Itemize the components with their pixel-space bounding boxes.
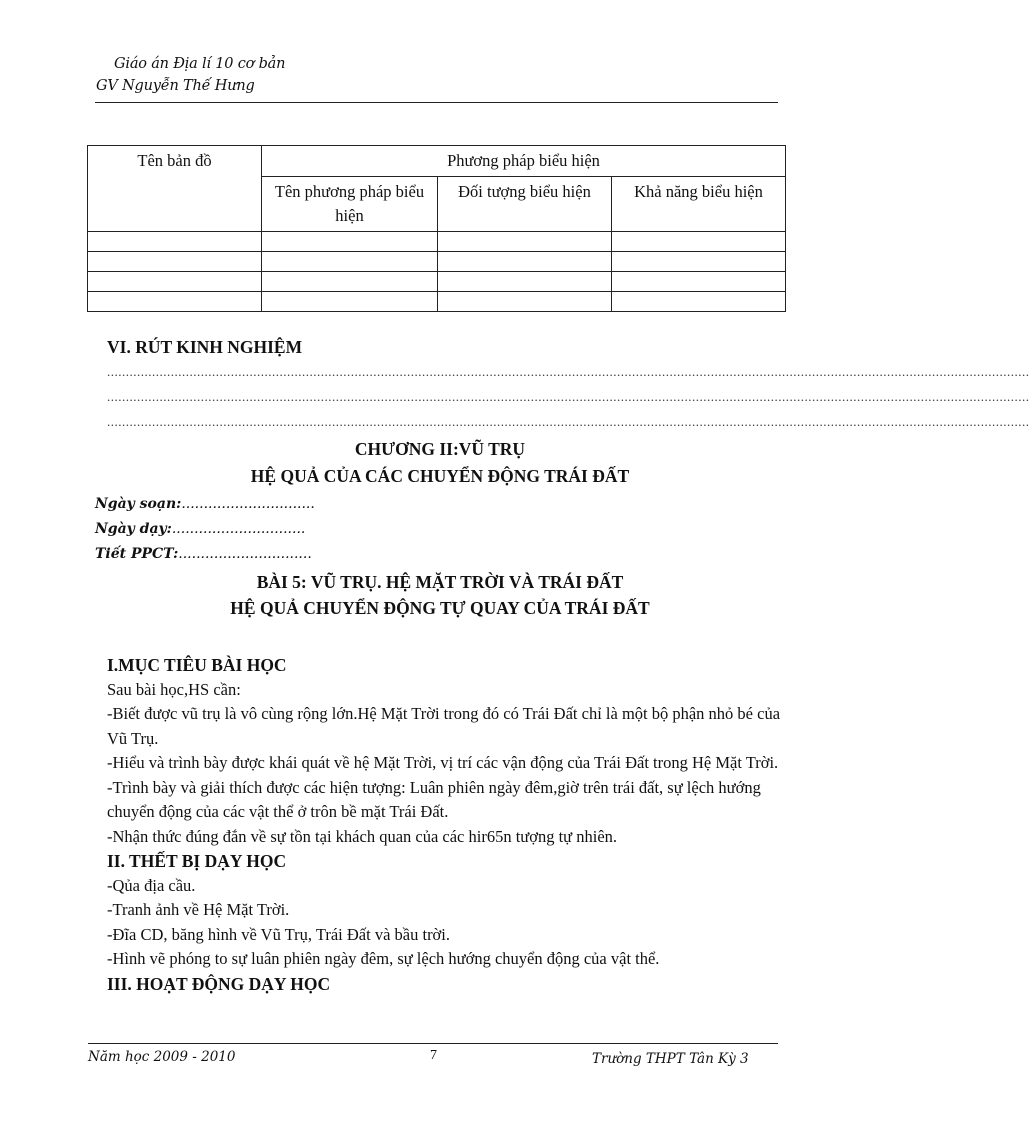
meta-dots: .............................. <box>171 521 306 537</box>
table-cell <box>88 251 262 271</box>
header-subject: Giáo án Địa lí 10 cơ bản <box>114 56 286 72</box>
meta-period <box>95 546 312 562</box>
list-item: -Nhận thức đúng đắn về sự tồn tại khách quan của các hir65n tượng tự nhiên. <box>107 826 618 846</box>
list-item: -Hiểu và trình bày được khái quát về hệ Mặt Trời, vị trí các vận động của Trái Đất trong Hệ Mặt Trời. <box>107 753 779 772</box>
footer-page-number: 7 <box>430 1048 437 1063</box>
table-row <box>88 251 786 271</box>
list-item: -Trình bày và giải thích được các hiện tượng: Luân phiên ngày đêm,giờ trên trái đất, sự lệch hướng chuyển động của các vật thể ở trôn bề mặt Trái Đất. <box>107 777 761 821</box>
table-cell <box>612 291 786 311</box>
table-header-method-group: Phương pháp biểu hiện <box>262 146 786 177</box>
table-cell <box>262 291 438 311</box>
table-subheader-object: Đối tượng biểu hiện <box>438 176 612 231</box>
header-teacher: GV Nguyễn Thế Hưng <box>96 78 255 94</box>
table-cell <box>88 271 262 291</box>
table-cell <box>612 231 786 251</box>
meta-dots: .............................. <box>178 546 312 562</box>
section-heading-equipment: II. THẾT BỊ DẠY HỌC <box>107 851 287 871</box>
section-heading-experience: VI. RÚT KINH NGHIỆM <box>107 337 303 357</box>
dotted-line: ...................................................................................................................................................................................................................................................... <box>107 389 1030 404</box>
meta-label: Ngày dạy: <box>95 521 172 537</box>
lesson-subtitle: HỆ QUẢ CHUYỂN ĐỘNG TỰ QUAY CỦA TRÁI ĐẤT <box>230 598 650 618</box>
list-item: -Tranh ảnh về Hệ Mặt Trời. <box>107 900 290 919</box>
table-subheader-capability: Khả năng biểu hiện <box>612 176 786 231</box>
table-row <box>88 271 786 291</box>
meta-label: Tiết PPCT: <box>95 546 179 562</box>
table-row <box>88 291 786 311</box>
list-item: -Đĩa CD, băng hình về Vũ Trụ, Trái Đất và bầu trời. <box>107 924 450 944</box>
table-header-map-name: Tên bản đồ <box>88 146 262 232</box>
dotted-line: ...................................................................................................................................................................................................................................................... <box>107 414 1030 429</box>
header-rule <box>95 102 778 103</box>
footer-school-year: Năm học 2009 - 2010 <box>88 1049 236 1065</box>
meta-date-prepared <box>95 496 315 512</box>
lesson-title: BÀI 5: VŨ TRỤ. HỆ MẶT TRỜI VÀ TRÁI ĐẤT <box>256 572 624 592</box>
table-row <box>88 231 786 251</box>
meta-label: Ngày soạn: <box>95 496 182 512</box>
list-item: -Biết được vũ trụ là vô cùng rộng lớn.Hệ Mặt Trời trong đó có Trái Đất chỉ là một bộ phận nhỏ bé của Vũ Trụ. <box>107 704 781 748</box>
map-methods-table <box>87 145 786 312</box>
list-item: -Qủa địa cầu. <box>107 875 196 895</box>
list-item: -Hình vẽ phóng to sự luân phiên ngày đêm, sự lệch hướng chuyển động của vật thể. <box>107 949 660 968</box>
meta-dots: .............................. <box>181 496 315 512</box>
table-cell <box>438 231 612 251</box>
table-cell <box>262 251 438 271</box>
table-cell <box>262 271 438 291</box>
objectives-intro: Sau bài học,HS cần: <box>107 679 241 699</box>
section-heading-activities: III. HOẠT ĐỘNG DẠY HỌC <box>107 973 331 994</box>
footer-rule <box>88 1043 778 1044</box>
table-cell <box>88 231 262 251</box>
chapter-title: CHƯƠNG II:VŨ TRỤ <box>354 439 526 459</box>
table-cell <box>612 251 786 271</box>
dotted-line: ...................................................................................................................................................................................................................................................... <box>107 364 1030 379</box>
table-cell <box>438 271 612 291</box>
section-heading-objectives: I.MỤC TIÊU BÀI HỌC <box>107 655 287 675</box>
table-cell <box>438 291 612 311</box>
meta-date-taught <box>95 521 305 537</box>
table-subheader-method-name: Tên phương pháp biểu hiện <box>262 176 438 231</box>
table-cell <box>88 291 262 311</box>
table-cell <box>262 231 438 251</box>
chapter-subtitle: HỆ QUẢ CỦA CÁC CHUYỂN ĐỘNG TRÁI ĐẤT <box>250 466 630 486</box>
table-cell <box>438 251 612 271</box>
lesson-body <box>107 653 782 996</box>
footer-school: Trường THPT Tân Kỳ 3 <box>592 1051 749 1067</box>
table-cell <box>612 271 786 291</box>
